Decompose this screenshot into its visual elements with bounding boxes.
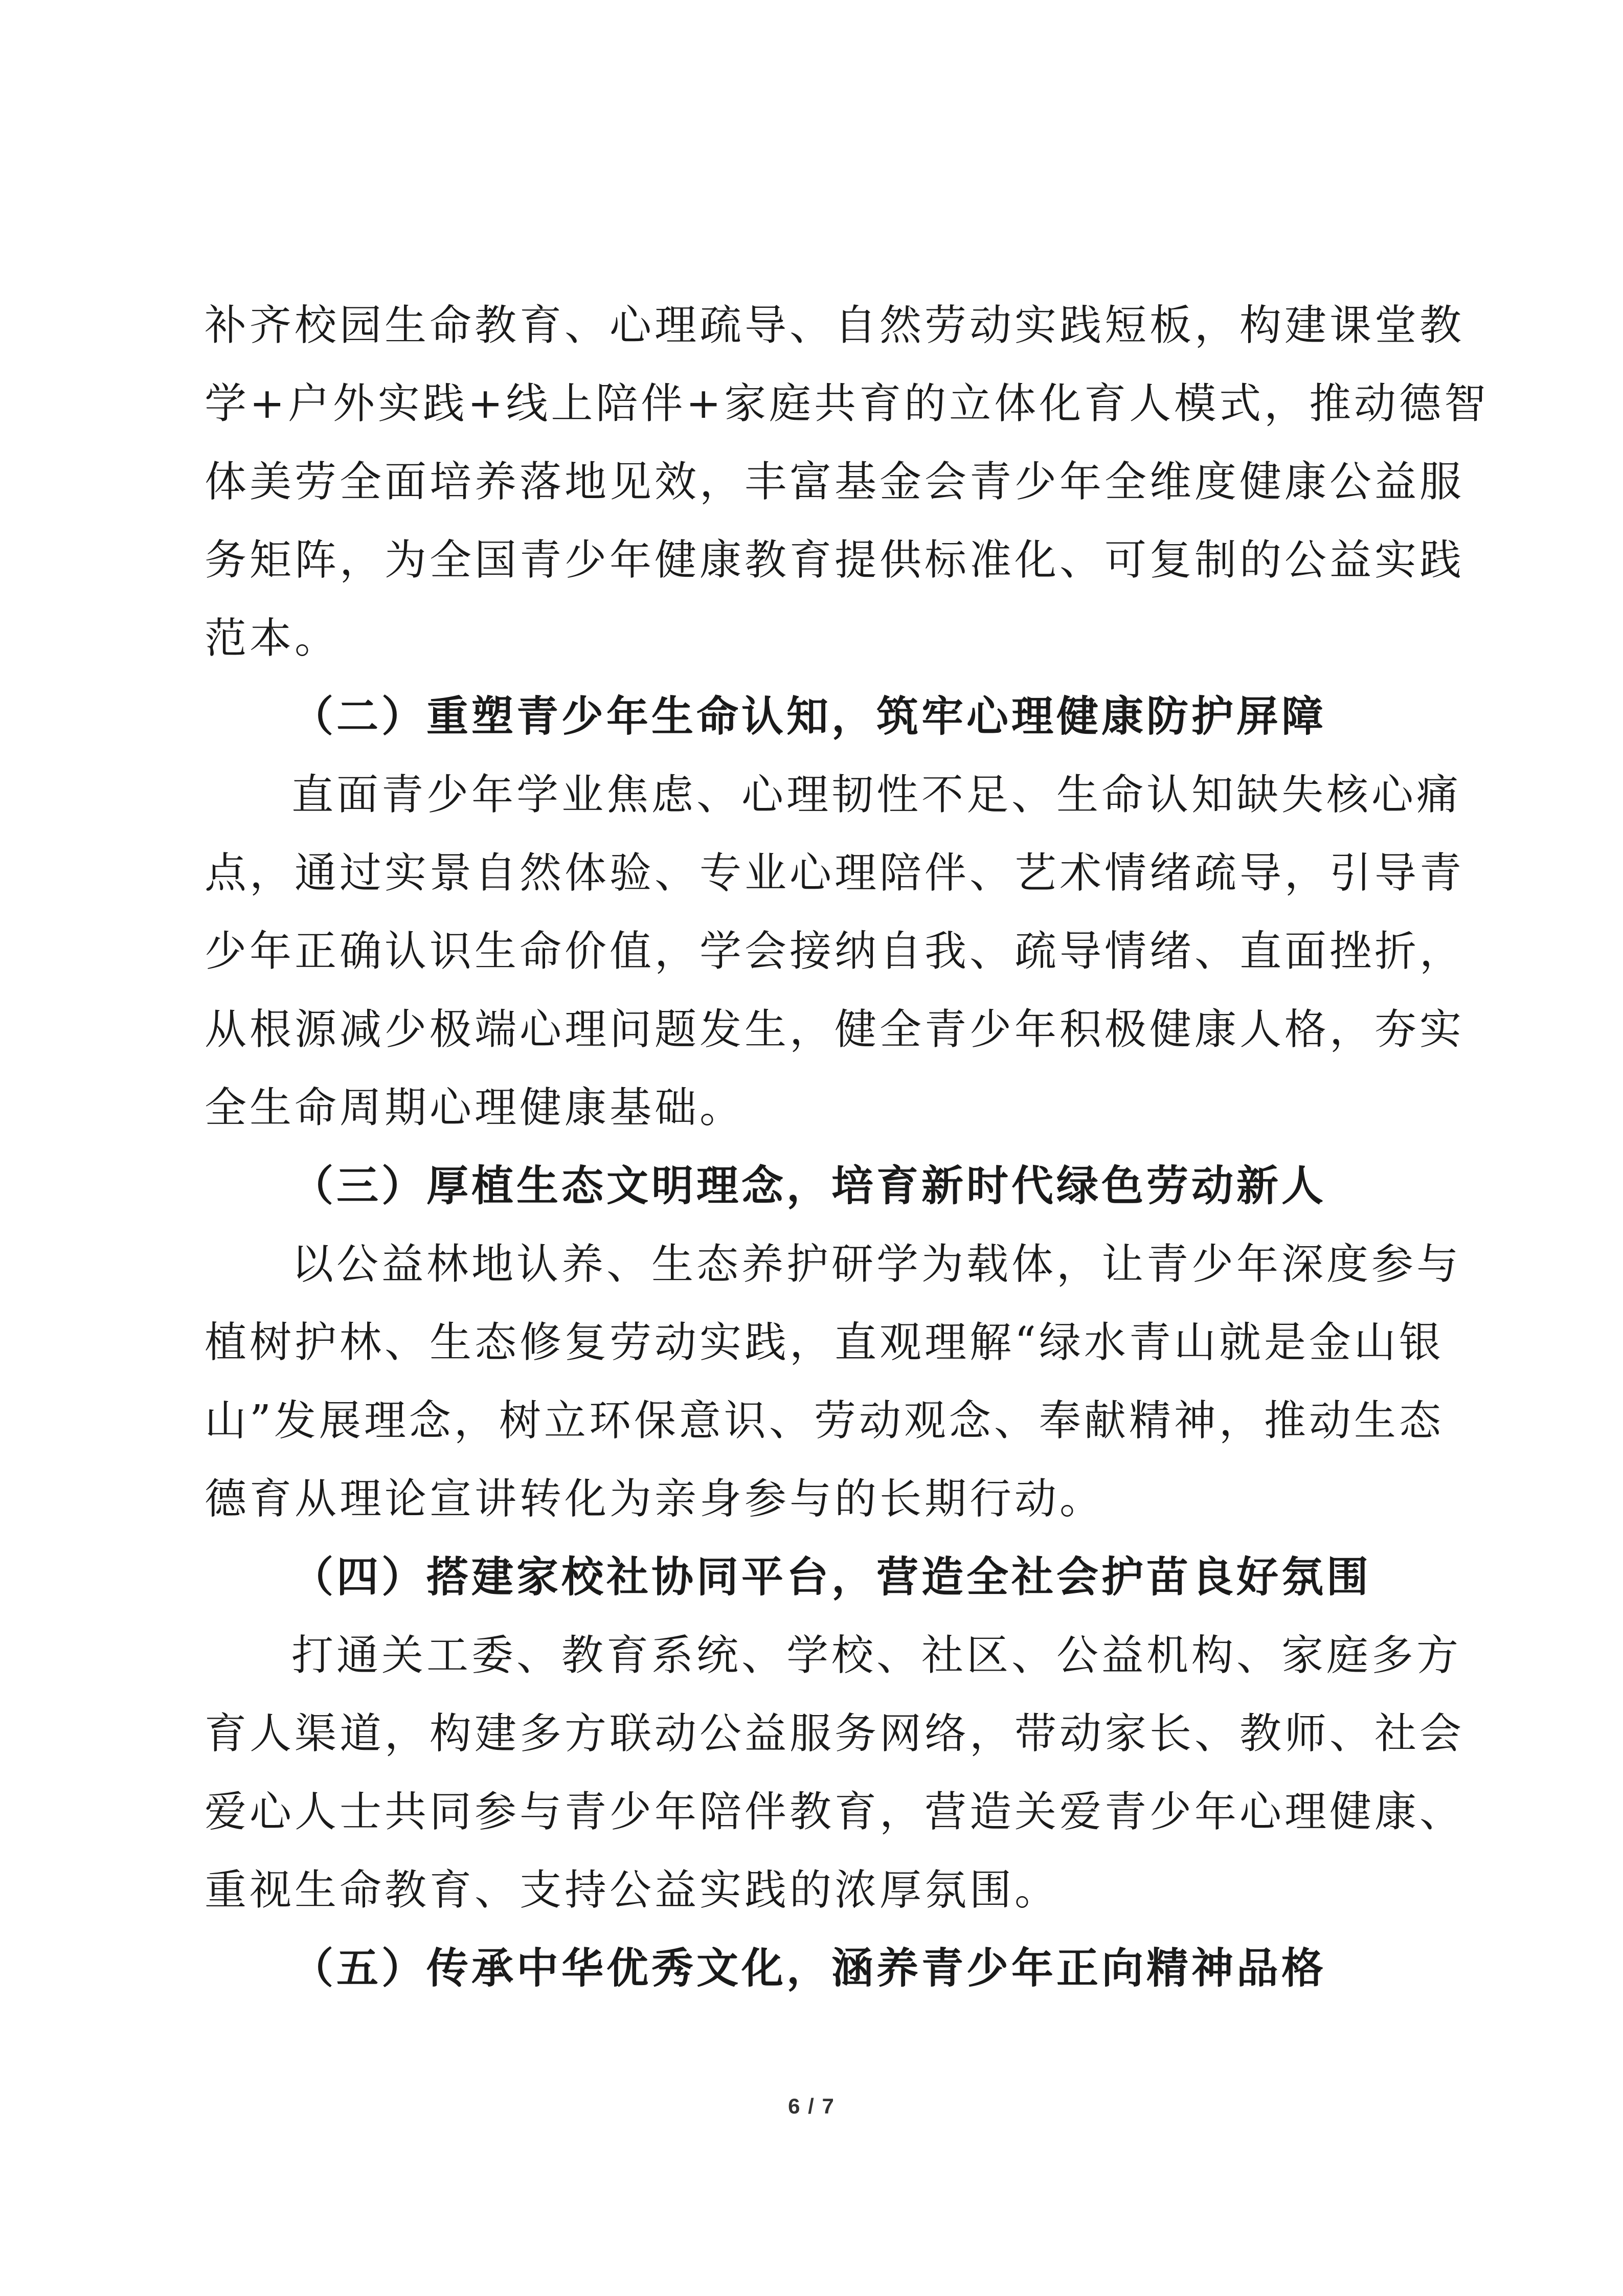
body-line: 德育从理论宣讲转化为亲身参与的长期行动。 — [205, 1475, 1105, 1523]
body-line: 爱心人士共同参与青少年陪伴教育，营造关爱青少年心理健康、 — [205, 1788, 1465, 1836]
section-heading: （四）搭建家校社协同平台，营造全社会护苗良好氛围 — [291, 1552, 1372, 1602]
page-number: 6 / 7 — [788, 2094, 835, 2118]
body-line: 植树护林、生态修复劳动实践，直观理解“绿水青山就是金山银 — [205, 1318, 1444, 1367]
section-heading: （五）传承中华优秀文化，涵养青少年正向精神品格 — [291, 1944, 1327, 1993]
body-line: 少年正确认识生命价值，学会接纳自我、疏导情绪、直面挫折， — [205, 927, 1465, 976]
document-body — [205, 286, 1490, 2008]
body-line: 全生命周期心理健康基础。 — [205, 1084, 745, 1132]
body-line: 范本。 — [205, 614, 340, 663]
section-heading: （二）重塑青少年生命认知，筑牢心理健康防护屏障 — [291, 692, 1327, 741]
body-line: 直面青少年学业焦虑、心理韧性不足、生命认知缺失核心痛 — [291, 771, 1462, 819]
body-line: 体美劳全面培养落地见效，丰富基金会青少年全维度健康公益服 — [205, 458, 1465, 506]
body-line: 以公益林地认养、生态养护研学为载体，让青少年深度参与 — [291, 1240, 1462, 1289]
body-line: 重视生命教育、支持公益实践的浓厚氛围。 — [205, 1866, 1060, 1915]
body-line: 打通关工委、教育系统、学校、社区、公益机构、家庭多方 — [291, 1631, 1462, 1680]
section-heading: （三）厚植生态文明理念，培育新时代绿色劳动新人 — [291, 1161, 1327, 1210]
body-line: 点，通过实景自然体验、专业心理陪伴、艺术情绪疏导，引导青 — [205, 849, 1465, 897]
body-line: 从根源减少极端心理问题发生，健全青少年积极健康人格，夯实 — [205, 1005, 1465, 1054]
body-line: 育人渠道，构建多方联动公益服务网络，带动家长、教师、社会 — [205, 1709, 1465, 1758]
body-line: 山”发展理念，树立环保意识、劳动观念、奉献精神，推动生态 — [205, 1397, 1444, 1445]
body-line: 学+户外实践+线上陪伴+家庭共育的立体化育人模式，推动德智 — [205, 379, 1490, 428]
body-line: 补齐校园生命教育、心理疏导、自然劳动实践短板，构建课堂教 — [205, 301, 1465, 350]
body-line: 务矩阵，为全国青少年健康教育提供标准化、可复制的公益实践 — [205, 536, 1465, 584]
